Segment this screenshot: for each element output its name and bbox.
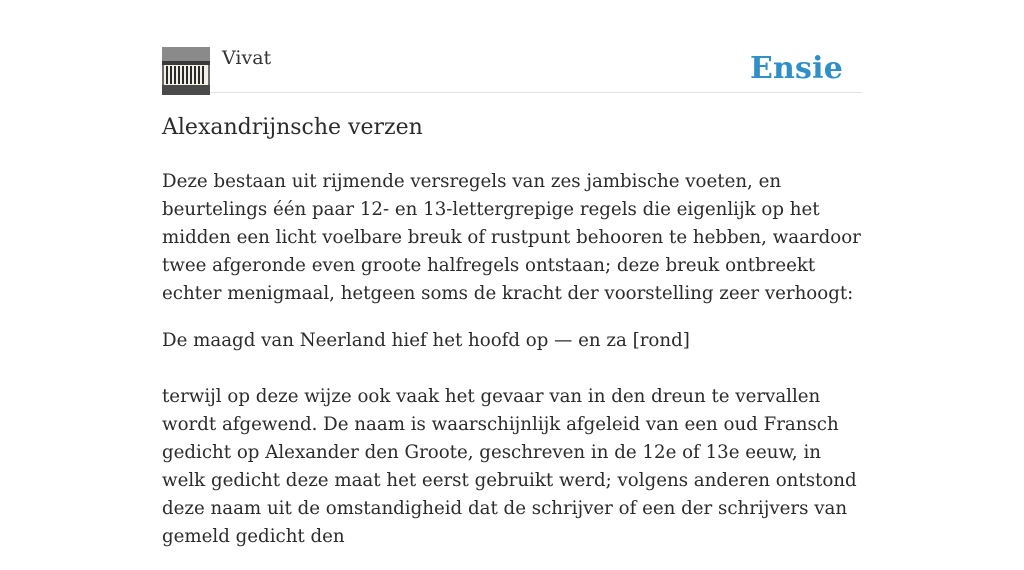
- article-title: Alexandrijnsche verzen: [162, 115, 423, 140]
- brand-logo[interactable]: Ensie: [749, 51, 843, 86]
- author-name[interactable]: Vivat: [222, 47, 272, 69]
- page: [162, 0, 862, 547]
- avatar-image: [162, 47, 210, 95]
- paragraph: terwijl op deze wijze ook vaak het gevaar van in den dreun te vervallen wordt afgewend. De naam is waarschijnlijk afgeleid van een oud Fransch gedicht op Alexander den Groote, geschreven in de 12e of 13e eeuw, in welk gedicht deze maat het eerst gebruikt werd; volgens anderen ontstond deze naam uit de omstandigheid dat de schrijver of een der schrijvers van gemeld gedicht den: [162, 386, 857, 547]
- header: [162, 46, 862, 93]
- quote-line: De maagd van Neerland hief het hoofd op — en za [rond]: [162, 330, 690, 351]
- paragraph: Deze bestaan uit rijmende versregels van zes jambische voeten, en beurtelings één paar 12- en 13-lettergrepige regels die eigenlijk op het midden een licht voelbare breuk of rustpunt behooren te hebben, waardoor twee afgeronde even groote halfregels ontstaan; deze breuk ontbreekt echter menigmaal, hetgeen soms de kracht der voorstelling zeer verhoogt:: [162, 171, 861, 304]
- avatar[interactable]: [162, 47, 210, 95]
- article-body: [162, 168, 862, 570]
